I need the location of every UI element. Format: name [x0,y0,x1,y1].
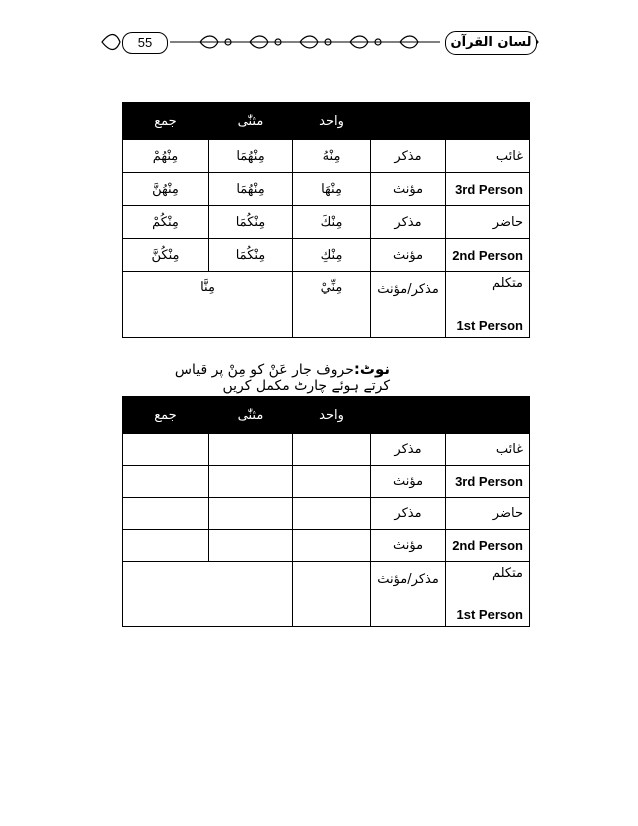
table-row [123,530,530,562]
cell-muthanna: مِنْهُمَا [209,173,293,206]
book-title: لسان القرآن [445,31,537,55]
cell-gender: مذکر [371,434,446,466]
person-label-ur: متکلم [491,566,523,581]
header-jama: جمع [123,397,209,434]
cell-gender: مذکر/مؤنث [371,272,446,338]
cell-muthanna: مِنْكُمَا [209,206,293,239]
cell-gender: مذکر/مؤنث [371,562,446,627]
cell-jama: مِنَّا [123,272,293,338]
cell-muthanna: مِنْهُمَا [209,140,293,173]
person-label-en: 1st Person [456,318,523,333]
cell-muthanna: مِنْكُمَا [209,239,293,272]
cell-wahid: مِنْكَ [293,206,371,239]
cell-jama: مِنْكُمْ [123,206,209,239]
exercise-note [160,360,390,394]
blank-cell [209,530,293,562]
blank-cell [209,498,293,530]
cell-jama: مِنْهُمْ [123,140,209,173]
person-label-ur: متکلم [491,276,523,291]
header-wahid: واحد [293,397,371,434]
blank-cell [293,530,371,562]
blank-cell [293,498,371,530]
cell-gender: مذکر [371,206,446,239]
cell-person: 2nd Person [446,239,530,272]
header-muthanna: مثنّٰی [209,103,293,140]
cell-wahid: مِنِّيْ [293,272,371,338]
table-row [123,206,530,239]
blank-cell [123,434,209,466]
page-header [100,28,540,56]
cell-wahid: مِنْهُ [293,140,371,173]
cell-person: 2nd Person [446,530,530,562]
cell-person: 3rd Person [446,173,530,206]
cell-person [446,562,530,627]
cell-gender: مذکر [371,498,446,530]
blank-cell [123,562,293,627]
header-wahid: واحد [293,103,371,140]
blank-cell [293,466,371,498]
table-row [123,239,530,272]
table-row [123,140,530,173]
cell-person: غائب [446,434,530,466]
header-muthanna: مثنّٰی [209,397,293,434]
table-row [123,434,530,466]
conjugation-table-min [122,102,530,338]
cell-gender: مؤنث [371,173,446,206]
blank-cell [293,562,371,627]
cell-gender: مؤنث [371,239,446,272]
blank-cell [293,434,371,466]
cell-gender: مؤنث [371,530,446,562]
blank-cell [123,498,209,530]
cell-jama: مِنْكُنَّ [123,239,209,272]
cell-person: حاضر [446,498,530,530]
table-row [123,498,530,530]
table-row-mutakallim [123,562,530,627]
note-text: حروف جار عَنْ کو مِنْ پر قیاس کرتے ہوئے چارٹ مکمل کریں [174,362,390,394]
blank-cell [123,530,209,562]
cell-wahid: مِنْكِ [293,239,371,272]
table-header-row [123,103,530,140]
note-label: نوٹ: [353,360,390,378]
cell-person [446,272,530,338]
cell-wahid: مِنْهَا [293,173,371,206]
blank-cell [209,466,293,498]
table-row [123,173,530,206]
blank-cell [123,466,209,498]
table-row [123,466,530,498]
cell-gender: مذکر [371,140,446,173]
conjugation-table-exercise [122,396,530,627]
person-label-en: 1st Person [456,607,523,622]
blank-cell [209,434,293,466]
table-row-mutakallim [123,272,530,338]
page-number: 55 [122,32,168,54]
table-header-row [123,397,530,434]
header-jama: جمع [123,103,209,140]
cell-person: 3rd Person [446,466,530,498]
cell-gender: مؤنث [371,466,446,498]
cell-person: غائب [446,140,530,173]
cell-jama: مِنْهُنَّ [123,173,209,206]
cell-person: حاضر [446,206,530,239]
